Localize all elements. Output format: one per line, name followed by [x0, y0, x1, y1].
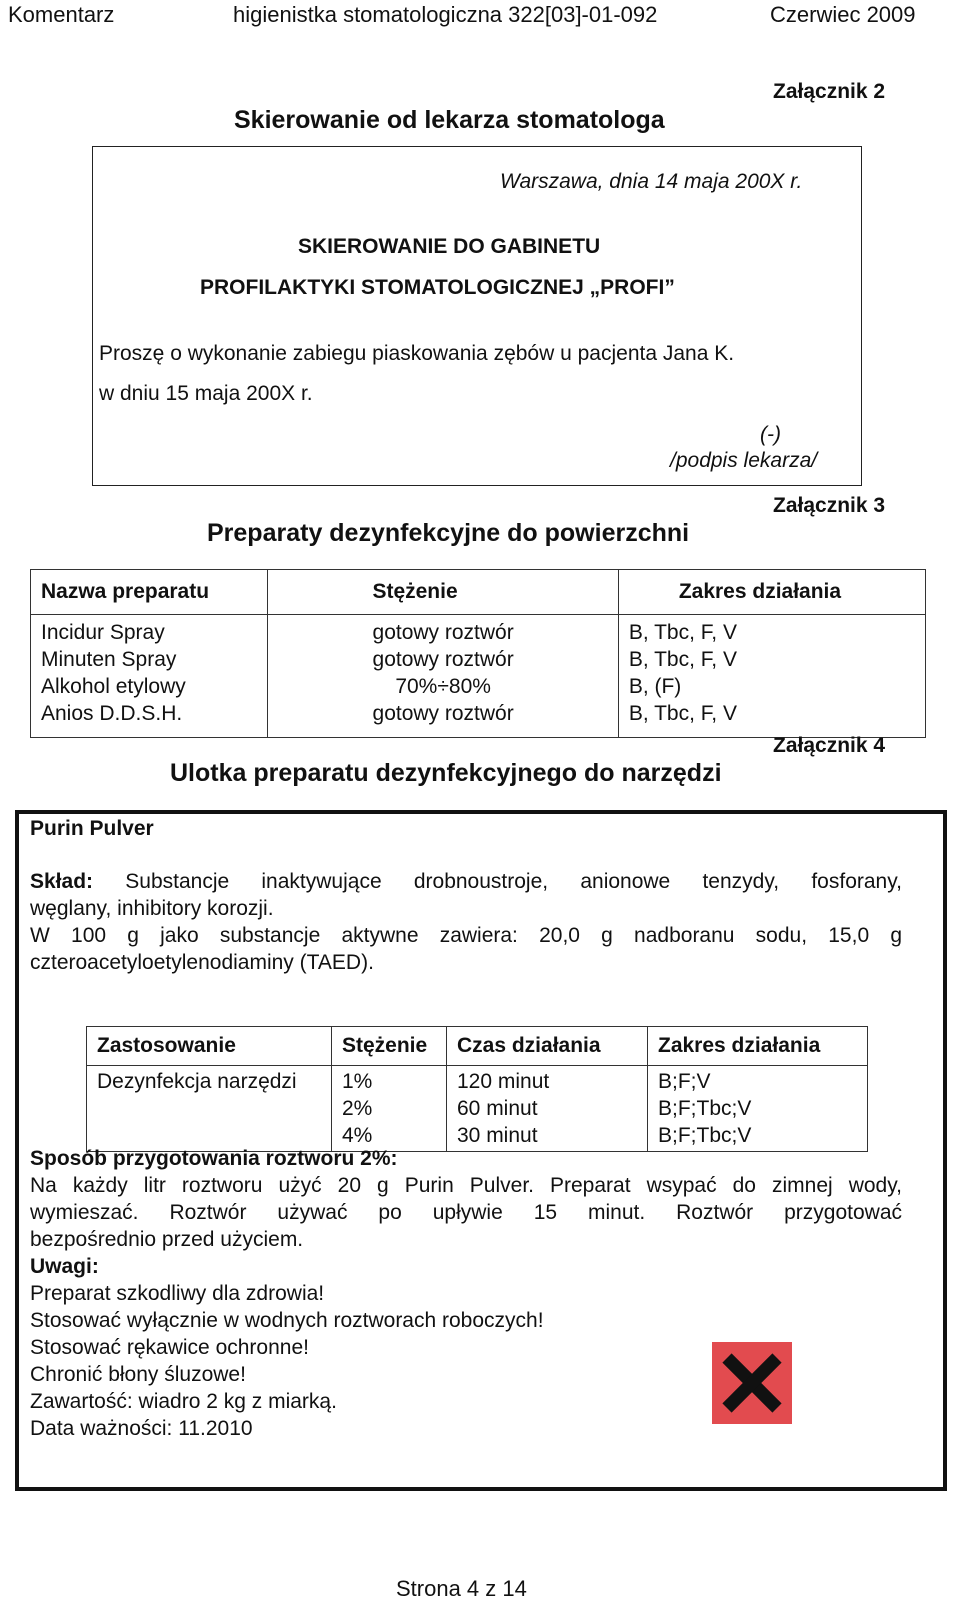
- signature-label: /podpis lekarza/: [670, 449, 818, 472]
- referral-box: [92, 146, 862, 486]
- notes-title: Uwagi:: [30, 1255, 99, 1278]
- composition-text: Substancje inaktywujące drobnoustroje, anionowe tenzydy, fosforany,: [125, 870, 902, 893]
- harmful-x-icon: [712, 1342, 792, 1424]
- composition-line-2: węglany, inhibitory korozji.: [30, 897, 274, 920]
- composition-line-4: czteroacetyloetylenodiaminy (TAED).: [30, 951, 374, 974]
- concentration: 4%: [342, 1124, 373, 1147]
- action-range: B, (F): [628, 675, 682, 698]
- preparation-line-1: Na każdy litr roztworu użyć 20 g Purin Pulver. Preparat wsypać do zimnej wody,: [30, 1174, 902, 1197]
- header-right: Czerwiec 2009: [770, 2, 916, 27]
- application-cell: Dezynfekcja narzędzi: [87, 1066, 332, 1152]
- column-header: Nazwa preparatu: [31, 570, 268, 615]
- product-name: Purin Pulver: [30, 817, 154, 840]
- header-center: higienistka stomatologiczna 322[03]-01-092: [233, 2, 658, 27]
- concentration: gotowy roztwór: [372, 648, 514, 671]
- note-line: Stosować wyłącznie w wodnych roztworach roboczych!: [30, 1309, 544, 1332]
- table-header-row: [87, 1027, 868, 1066]
- note-line: Preparat szkodliwy dla zdrowia!: [30, 1282, 325, 1305]
- column-header: Zakres działania: [648, 1027, 868, 1066]
- preparation-name: Anios D.D.S.H.: [41, 702, 183, 725]
- table-header-row: [31, 570, 926, 615]
- preparation-title: Sposób przygotowania roztworu 2%:: [30, 1147, 398, 1170]
- column-header: Stężenie: [332, 1027, 447, 1066]
- concentration: gotowy roztwór: [372, 621, 514, 644]
- column-header: Stężenie: [268, 570, 618, 615]
- concentration: 70%÷80%: [395, 675, 491, 698]
- concentrations-cell: [332, 1066, 447, 1152]
- referral-heading-2: PROFILAKTYKI STOMATOLOGICZNEJ „PROFI”: [200, 276, 675, 299]
- concentration: 1%: [342, 1070, 373, 1093]
- usage-table: [86, 1026, 868, 1152]
- annex2-title: Skierowanie od lekarza stomatologa: [234, 106, 665, 134]
- annex3-title: Preparaty dezynfekcyjne do powierzchni: [207, 519, 690, 547]
- action-time: 120 minut: [457, 1070, 550, 1093]
- page-number: Strona 4 z 14: [396, 1576, 527, 1601]
- annex4-label: Załącznik 4: [773, 734, 886, 757]
- page-header: [0, 0, 960, 28]
- action-range: B, Tbc, F, V: [628, 621, 737, 644]
- signature-mark: (-): [760, 423, 781, 446]
- referral-line-2: w dniu 15 maja 200X r.: [99, 382, 313, 405]
- referral-line-1: Proszę o wykonanie zabiegu piaskowania zębów u pacjenta Jana K.: [99, 342, 735, 365]
- annex2-label: Załącznik 2: [773, 80, 886, 103]
- surface-disinfectants-table: [30, 569, 926, 738]
- preparation-name: Alkohol etylowy: [41, 675, 186, 698]
- action-range: B;F;Tbc;V: [658, 1097, 752, 1120]
- action-time: 60 minut: [457, 1097, 538, 1120]
- concentration: 2%: [342, 1097, 373, 1120]
- column-header: Czas działania: [447, 1027, 648, 1066]
- note-line: Zawartość: wiadro 2 kg z miarką.: [30, 1390, 337, 1413]
- preparation-line-3: bezpośrednio przed użyciem.: [30, 1228, 304, 1251]
- header-left: Komentarz: [8, 2, 115, 27]
- composition-line-1: [30, 868, 902, 895]
- concentrations-cell: [268, 615, 618, 738]
- table-row: [31, 615, 926, 738]
- column-header: Zakres działania: [618, 570, 925, 615]
- names-cell: [31, 615, 268, 738]
- concentration: gotowy roztwór: [372, 702, 514, 725]
- referral-heading-1: SKIEROWANIE DO GABINETU: [298, 235, 601, 258]
- action-range: B;F;V: [658, 1070, 711, 1093]
- composition-line-3: W 100 g jako substancje aktywne zawiera: 20,0 g nadboranu sodu, 15,0 g: [30, 924, 902, 947]
- note-line: Stosować rękawice ochronne!: [30, 1336, 309, 1359]
- table-row: [87, 1066, 868, 1152]
- action-time: 30 minut: [457, 1124, 538, 1147]
- annex4-title: Ulotka preparatu dezynfekcyjnego do narzędzi: [170, 759, 722, 787]
- column-header: Zastosowanie: [87, 1027, 332, 1066]
- referral-date: Warszawa, dnia 14 maja 200X r.: [500, 170, 803, 193]
- composition-label: Skład:: [30, 870, 94, 893]
- note-line: Chronić błony śluzowe!: [30, 1363, 246, 1386]
- action-range: B;F;Tbc;V: [658, 1124, 752, 1147]
- preparation-name: Incidur Spray: [41, 621, 165, 644]
- times-cell: [447, 1066, 648, 1152]
- ranges-cell: [618, 615, 925, 738]
- note-line: Data ważności: 11.2010: [30, 1417, 253, 1440]
- action-range: B, Tbc, F, V: [628, 648, 737, 671]
- preparation-line-2: wymieszać. Roztwór używać po upływie 15 minut. Roztwór przygotować: [30, 1201, 902, 1224]
- preparation-name: Minuten Spray: [41, 648, 177, 671]
- ranges-cell: [648, 1066, 868, 1152]
- annex3-label: Załącznik 3: [773, 494, 886, 517]
- action-range: B, Tbc, F, V: [628, 702, 737, 725]
